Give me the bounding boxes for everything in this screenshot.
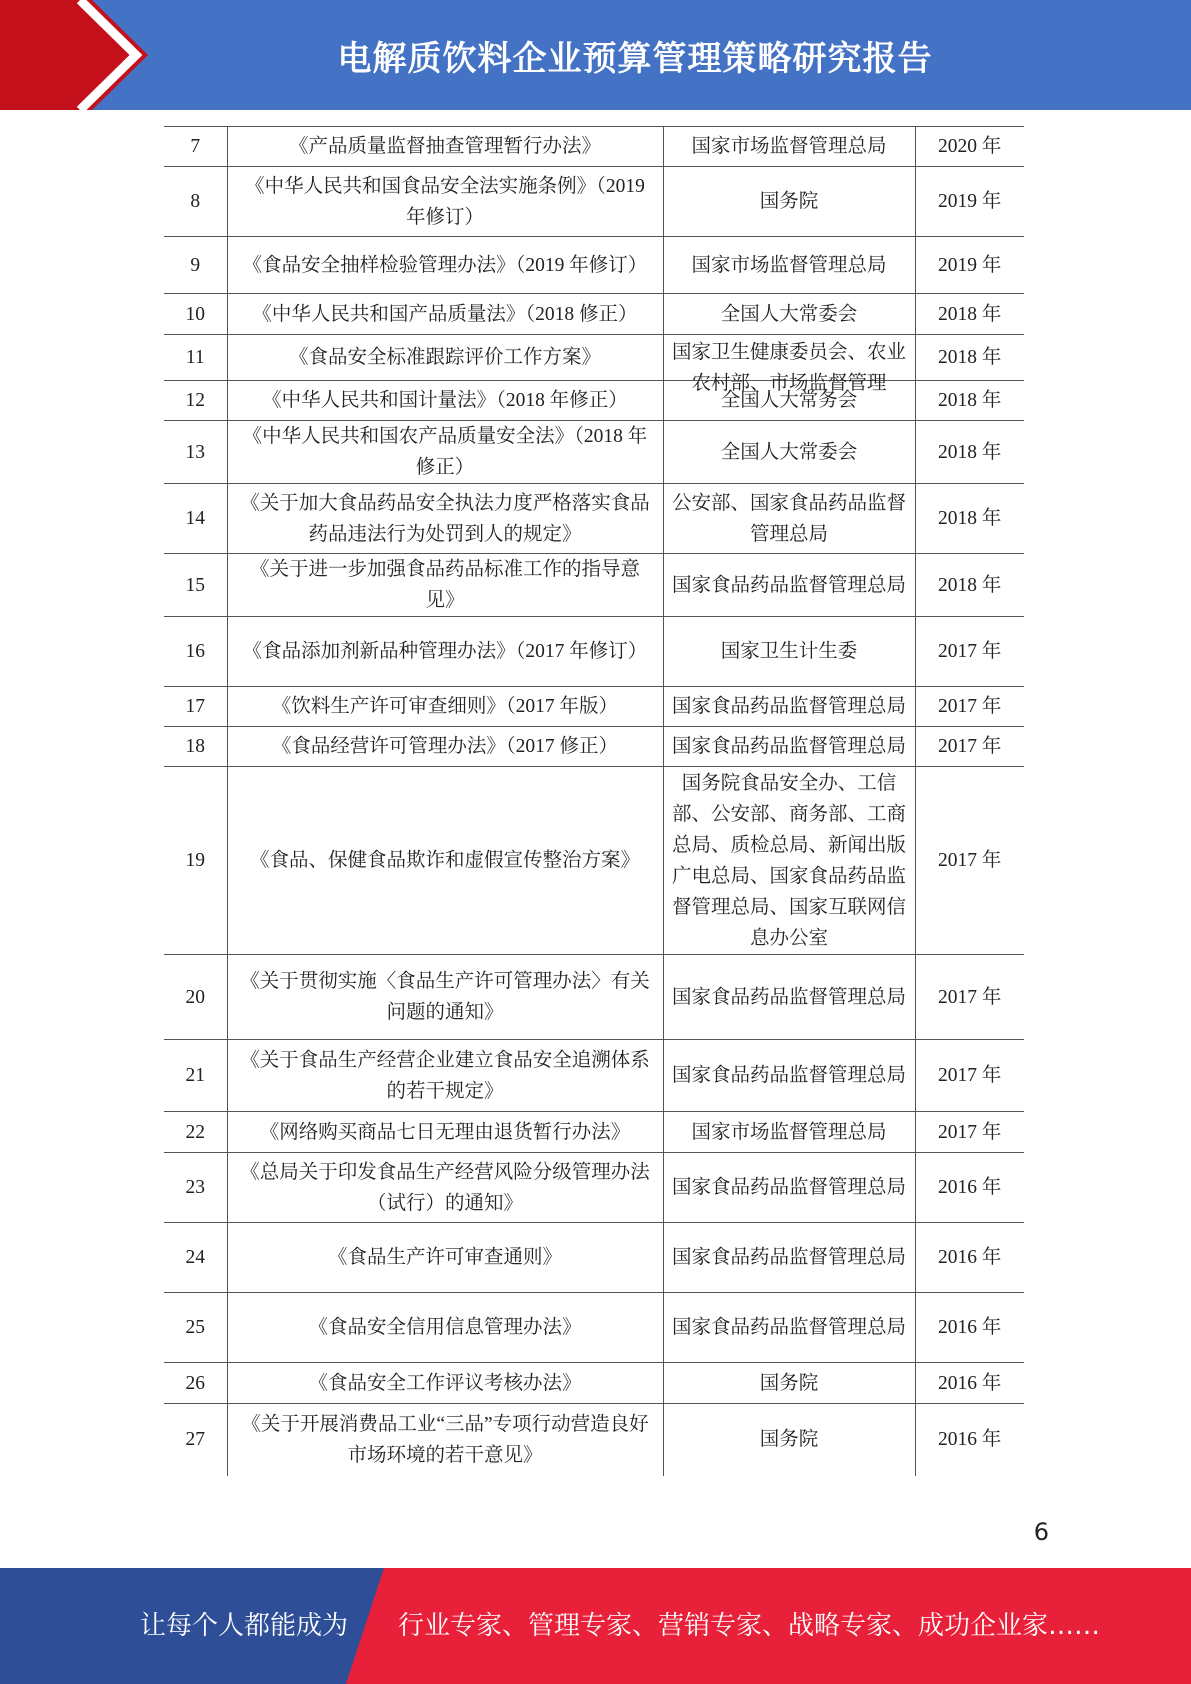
cell-issue-year [915, 335, 1024, 381]
regulation-name: 《食品安全信用信息管理办法》 [308, 1317, 582, 1338]
table-row [164, 1363, 1024, 1404]
cell-row-number [164, 767, 227, 955]
issue-year: 2016 年 [938, 1372, 1002, 1394]
issue-year: 2019 年 [938, 191, 1002, 212]
table-row [164, 1293, 1024, 1363]
cell-regulation-name [227, 727, 663, 767]
cell-row-number [164, 1112, 227, 1153]
issue-year: 2017 年 [938, 696, 1002, 717]
cell-row-number [164, 294, 227, 335]
row-number: 16 [185, 641, 205, 662]
table-row [164, 1112, 1024, 1153]
cell-row-number [164, 1293, 227, 1363]
table-row [164, 167, 1024, 237]
regulation-name: 《网络购买商品七日无理由退货暂行办法》 [259, 1121, 631, 1143]
table-row [164, 1153, 1024, 1223]
issuing-authority: 国务院 [759, 191, 819, 212]
cell-regulation-name [227, 421, 663, 484]
row-number: 20 [185, 986, 205, 1008]
cell-issuing-authority [663, 484, 915, 554]
cell-issue-year [915, 727, 1024, 767]
issuing-authority: 国务院食品安全办、工信部、公安部、商务部、工商总局、质检总局、新闻出版广电总局、国家食品药品监督管理总局、国家互联网信息办公室 [671, 772, 906, 949]
row-number: 17 [185, 696, 205, 717]
cell-row-number [164, 1223, 227, 1293]
issuing-authority: 国家食品药品监督管理总局 [671, 696, 906, 717]
issue-year: 2017 年 [938, 1121, 1002, 1143]
cell-regulation-name [227, 1404, 663, 1476]
issuing-authority: 国家食品药品监督管理总局 [671, 1247, 906, 1268]
footer-slogan-right: 行业专家、管理专家、营销专家、战略专家、成功企业家…… [398, 1611, 1101, 1641]
footer-banner [0, 1568, 1191, 1684]
row-number: 23 [185, 1177, 205, 1198]
cell-issuing-authority [663, 421, 915, 484]
table-row [164, 727, 1024, 767]
cell-row-number [164, 127, 227, 167]
regulation-name: 《关于加大食品药品安全执法力度严格落实食品药品违法行为处罚到人的规定》 [240, 492, 650, 545]
footer-slogan-left: 让每个人都能成为 [140, 1611, 349, 1641]
table-row [164, 335, 1024, 381]
regulation-name: 《中华人民共和国农产品质量安全法》（2018 年修正） [242, 426, 648, 478]
cell-issuing-authority [663, 127, 915, 167]
header-banner [0, 0, 1191, 110]
issuing-authority: 国家食品药品监督管理总局 [671, 986, 906, 1008]
cell-regulation-name [227, 294, 663, 335]
table-row [164, 1223, 1024, 1293]
regulation-name: 《关于开展消费品工业“三品”专项行动营造良好市场环境的若干意见》 [241, 1413, 649, 1466]
page-number: 6 [1033, 1518, 1049, 1546]
issue-year: 2018 年 [938, 508, 1002, 529]
issuing-authority: 国家市场监督管理总局 [691, 1121, 887, 1143]
regulation-name: 《中华人民共和国产品质量法》（2018 修正） [252, 303, 638, 325]
cell-regulation-name [227, 1040, 663, 1112]
issuing-authority: 国家食品药品监督管理总局 [671, 1177, 906, 1198]
cell-issue-year [915, 127, 1024, 167]
cell-regulation-name [227, 687, 663, 727]
table-row [164, 767, 1024, 955]
cell-issue-year [915, 1223, 1024, 1293]
issue-year: 2016 年 [938, 1247, 1002, 1268]
cell-issuing-authority [663, 687, 915, 727]
regulations-table-body [164, 127, 1024, 1476]
table-row [164, 554, 1024, 617]
row-number: 22 [185, 1121, 205, 1143]
regulation-name: 《中华人民共和国计量法》（2018 年修正） [262, 390, 628, 411]
table-row [164, 421, 1024, 484]
issuing-authority: 国家食品药品监督管理总局 [671, 1065, 906, 1086]
regulation-name: 《产品质量监督抽查管理暂行办法》 [288, 136, 601, 157]
issue-year: 2017 年 [938, 986, 1002, 1008]
issue-year: 2018 年 [938, 347, 1002, 368]
regulation-name: 《食品安全工作评议考核办法》 [308, 1372, 582, 1394]
regulation-name: 《食品生产许可审查通则》 [327, 1247, 562, 1268]
cell-regulation-name [227, 1223, 663, 1293]
issuing-authority: 国家食品药品监督管理总局 [671, 736, 906, 757]
issuing-authority: 国务院 [759, 1429, 819, 1451]
cell-issue-year [915, 1293, 1024, 1363]
issuing-authority: 国务院 [759, 1372, 819, 1394]
cell-row-number [164, 237, 227, 294]
issuing-authority: 国家食品药品监督管理总局 [671, 1317, 906, 1338]
cell-issue-year [915, 381, 1024, 421]
row-number: 14 [185, 508, 205, 529]
cell-issue-year [915, 1040, 1024, 1112]
cell-issue-year [915, 1153, 1024, 1223]
cell-issue-year [915, 687, 1024, 727]
regulation-name: 《饮料生产许可审查细则》（2017 年版） [271, 696, 619, 717]
cell-row-number [164, 687, 227, 727]
cell-regulation-name [227, 617, 663, 687]
cell-issuing-authority [663, 167, 915, 237]
cell-issuing-authority [663, 1153, 915, 1223]
header-chevron-decoration [0, 0, 150, 110]
issue-year: 2017 年 [938, 1065, 1002, 1086]
regulation-name: 《食品添加剂新品种管理办法》（2017 年修订） [242, 641, 648, 662]
row-number: 27 [185, 1429, 205, 1451]
row-number: 18 [185, 736, 205, 757]
regulation-name: 《食品安全标准跟踪评价工作方案》 [288, 347, 601, 368]
cell-row-number [164, 484, 227, 554]
cell-issuing-authority [663, 955, 915, 1040]
cell-row-number [164, 1153, 227, 1223]
row-number: 12 [185, 390, 205, 411]
cell-row-number [164, 955, 227, 1040]
table-row [164, 1404, 1024, 1476]
issue-year: 2018 年 [938, 574, 1002, 596]
row-number: 26 [185, 1372, 205, 1394]
cell-issue-year [915, 554, 1024, 617]
cell-issuing-authority [663, 237, 915, 294]
cell-issuing-authority [663, 617, 915, 687]
issue-year: 2018 年 [938, 390, 1002, 411]
cell-row-number [164, 167, 227, 237]
cell-row-number [164, 617, 227, 687]
page-title: 电解质饮料企业预算管理策略研究报告 [337, 38, 933, 79]
table-row [164, 617, 1024, 687]
cell-regulation-name [227, 167, 663, 237]
table-row [164, 294, 1024, 335]
cell-row-number [164, 1363, 227, 1404]
issue-year: 2016 年 [938, 1429, 1002, 1451]
issuing-authority: 国家食品药品监督管理总局 [671, 574, 906, 596]
cell-regulation-name [227, 767, 663, 955]
cell-row-number [164, 381, 227, 421]
cell-row-number [164, 1404, 227, 1476]
cell-issue-year [915, 767, 1024, 955]
cell-issuing-authority [663, 335, 915, 394]
table-row [164, 484, 1024, 554]
issuing-authority: 国家卫生计生委 [720, 641, 858, 662]
cell-issuing-authority [663, 1363, 915, 1404]
cell-issuing-authority [663, 1293, 915, 1363]
cell-issue-year [915, 167, 1024, 237]
regulation-name: 《食品经营许可管理办法》（2017 修正） [271, 736, 619, 757]
regulation-name: 《食品安全抽样检验管理办法》（2019 年修订） [242, 254, 648, 276]
cell-row-number [164, 1040, 227, 1112]
row-number: 11 [185, 347, 205, 368]
cell-regulation-name [227, 955, 663, 1040]
regulation-name: 《总局关于印发食品生产经营风险分级管理办法（试行）的通知》 [240, 1161, 650, 1214]
row-number: 19 [185, 850, 205, 871]
issue-year: 2016 年 [938, 1317, 1002, 1338]
issue-year: 2017 年 [938, 641, 1002, 662]
regulation-name: 《食品、保健食品欺诈和虚假宣传整治方案》 [249, 850, 640, 871]
cell-row-number [164, 421, 227, 484]
cell-issue-year [915, 1363, 1024, 1404]
regulation-name: 《关于贯彻实施〈食品生产许可管理办法〉有关问题的通知》 [240, 971, 650, 1023]
row-number: 25 [185, 1317, 205, 1338]
issuing-authority: 全国人大常务会 [720, 390, 858, 411]
issue-year: 2017 年 [938, 736, 1002, 757]
issue-year: 2018 年 [938, 441, 1002, 463]
regulation-name: 《关于食品生产经营企业建立食品安全追溯体系的若干规定》 [240, 1049, 650, 1102]
table-row [164, 127, 1024, 167]
cell-row-number [164, 554, 227, 617]
row-number: 8 [190, 191, 201, 212]
row-number: 21 [185, 1065, 205, 1086]
issuing-authority: 国家卫生健康委员会、农业农村部、市场监督管理 [671, 341, 906, 394]
cell-issuing-authority [663, 767, 915, 955]
regulation-name: 《关于进一步加强食品药品标准工作的指导意见》 [249, 559, 640, 611]
cell-issue-year [915, 1404, 1024, 1476]
issuing-authority: 国家市场监督管理总局 [691, 254, 887, 276]
cell-regulation-name [227, 484, 663, 554]
row-number: 7 [190, 136, 201, 157]
issuing-authority: 全国人大常委会 [720, 303, 858, 325]
cell-issue-year [915, 421, 1024, 484]
cell-issue-year [915, 955, 1024, 1040]
row-number: 9 [190, 254, 201, 276]
table-row [164, 1040, 1024, 1112]
row-number: 13 [185, 441, 205, 463]
cell-regulation-name [227, 1112, 663, 1153]
cell-regulation-name [227, 1363, 663, 1404]
issue-year: 2020 年 [938, 136, 1002, 157]
cell-issuing-authority [663, 1404, 915, 1476]
issuing-authority: 全国人大常委会 [720, 441, 858, 463]
cell-issuing-authority [663, 1112, 915, 1153]
row-number: 15 [185, 574, 205, 596]
cell-regulation-name [227, 1293, 663, 1363]
cell-regulation-name [227, 381, 663, 421]
row-number: 10 [185, 303, 205, 325]
table-row [164, 955, 1024, 1040]
cell-regulation-name [227, 237, 663, 294]
cell-row-number [164, 335, 227, 381]
cell-issue-year [915, 237, 1024, 294]
cell-issue-year [915, 617, 1024, 687]
cell-issuing-authority [663, 554, 915, 617]
cell-issuing-authority [663, 727, 915, 767]
cell-issuing-authority [663, 1223, 915, 1293]
table-row [164, 687, 1024, 727]
cell-regulation-name [227, 1153, 663, 1223]
row-number: 24 [185, 1247, 205, 1268]
issue-year: 2016 年 [938, 1177, 1002, 1198]
regulations-table [164, 126, 1024, 1476]
cell-regulation-name [227, 335, 663, 381]
cell-regulation-name [227, 554, 663, 617]
issue-year: 2018 年 [938, 303, 1002, 325]
issuing-authority: 国家市场监督管理总局 [691, 136, 887, 157]
cell-issue-year [915, 294, 1024, 335]
cell-issuing-authority [663, 294, 915, 335]
issuing-authority: 公安部、国家食品药品监督管理总局 [671, 492, 906, 545]
cell-issue-year [915, 1112, 1024, 1153]
table-row [164, 381, 1024, 421]
cell-regulation-name [227, 127, 663, 167]
regulation-name: 《中华人民共和国食品安全法实施条例》（2019 年修订） [245, 175, 645, 228]
cell-issue-year [915, 484, 1024, 554]
cell-issuing-authority [663, 1040, 915, 1112]
issue-year: 2019 年 [938, 254, 1002, 276]
issue-year: 2017 年 [938, 850, 1002, 871]
table-row [164, 237, 1024, 294]
cell-row-number [164, 727, 227, 767]
